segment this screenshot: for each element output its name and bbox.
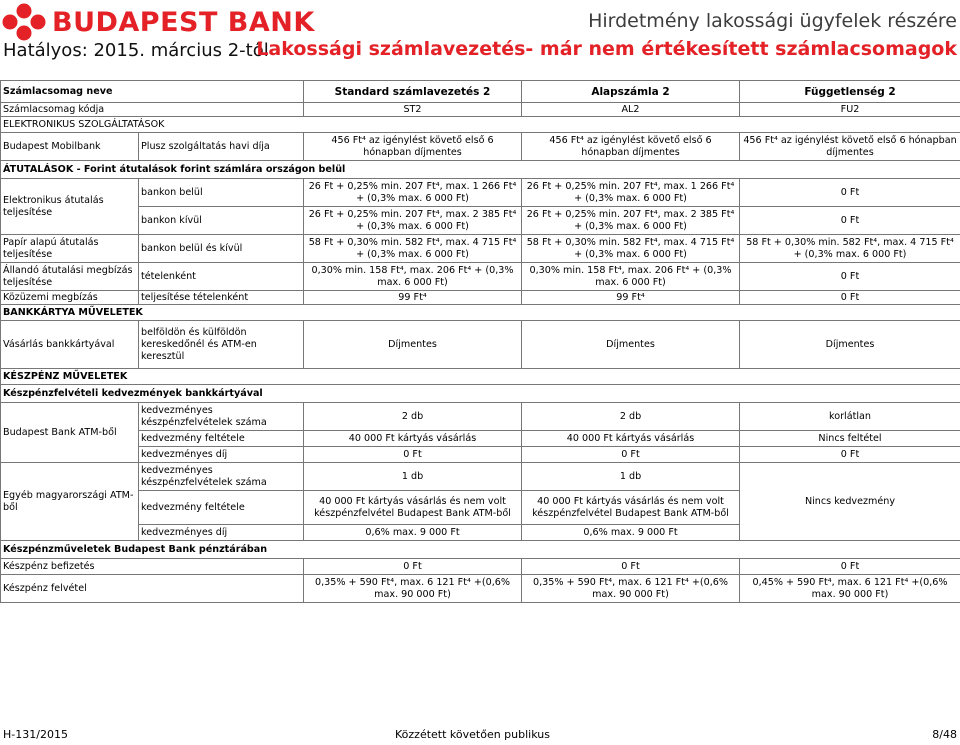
- package-code: FU2: [740, 103, 960, 117]
- fee-cell: 0 Ft: [740, 559, 960, 575]
- table-row: [1, 81, 960, 103]
- fee-cell: 2 db: [304, 403, 522, 431]
- table-row: [1, 235, 960, 263]
- fee-cell: 456 Ft⁴ az igénylést követő első 6 hónapban díjmentes: [304, 133, 522, 161]
- row-label: Vásárlás bankkártyával: [1, 321, 139, 369]
- row-sublabel: bankon kívül: [139, 207, 304, 235]
- table-row: [1, 207, 960, 235]
- row-label: Elektronikus átutalás teljesítése: [1, 179, 139, 235]
- row-label: Budapest Bank ATM-ből: [1, 403, 139, 463]
- fee-cell: 0 Ft: [740, 291, 960, 305]
- fee-cell: 2 db: [522, 403, 740, 431]
- row-sublabel: kedvezményes díj: [139, 447, 304, 463]
- fee-cell: 0 Ft: [740, 447, 960, 463]
- fee-cell: 58 Ft + 0,30% min. 582 Ft⁴, max. 4 715 Ft⁴ + (0,3% max. 6 000 Ft): [740, 235, 960, 263]
- fee-cell: 40 000 Ft kártyás vásárlás és nem volt készpénzfelvétel Budapest Bank ATM-ből: [304, 491, 522, 525]
- section-title: Készpénzfelvételi kedvezmények bankkártyával: [1, 385, 960, 403]
- fee-cell: 0 Ft: [740, 179, 960, 207]
- section-title: BANKKÁRTYA MŰVELETEK: [1, 305, 960, 321]
- fee-cell: 0,45% + 590 Ft⁴, max. 6 121 Ft⁴ +(0,6% max. 90 000 Ft): [740, 575, 960, 603]
- page-subtitle: Lakossági számlavezetés- már nem értékesített számlacsomagok: [256, 38, 957, 60]
- row-label: Közüzemi megbízás: [1, 291, 139, 305]
- section-title: ÁTUTALÁSOK - Forint átutalások forint számlára országon belül: [1, 161, 960, 179]
- table-row: [1, 369, 960, 385]
- row-sublabel: teljesítése tételenként: [139, 291, 304, 305]
- table-row: [1, 541, 960, 559]
- fee-cell: Díjmentes: [522, 321, 740, 369]
- fee-cell: 1 db: [522, 463, 740, 491]
- fee-cell: 99 Ft⁴: [522, 291, 740, 305]
- row-label: Készpénz felvétel: [1, 575, 304, 603]
- publicity-note: Közzétett követően publikus: [395, 728, 550, 741]
- fee-cell: 99 Ft⁴: [304, 291, 522, 305]
- row-label: Egyéb magyarországi ATM-ből: [1, 463, 139, 541]
- fee-cell: 0,6% max. 9 000 Ft: [304, 525, 522, 541]
- table-row: [1, 385, 960, 403]
- fee-cell: 0 Ft: [522, 559, 740, 575]
- fee-cell: 0 Ft: [304, 559, 522, 575]
- table-row: [1, 117, 960, 133]
- row-sublabel: bankon belül és kívül: [139, 235, 304, 263]
- package-code-label: Számlacsomag kódja: [1, 103, 304, 117]
- fee-cell: 26 Ft + 0,25% min. 207 Ft⁴, max. 1 266 Ft⁴ + (0,3% max. 6 000 Ft): [522, 179, 740, 207]
- row-label: Készpénz befizetés: [1, 559, 304, 575]
- table-row: [1, 179, 960, 207]
- row-sublabel: Plusz szolgáltatás havi díja: [139, 133, 304, 161]
- table-row: [1, 305, 960, 321]
- page-number: 8/48: [932, 728, 957, 741]
- table-row: [1, 447, 960, 463]
- fee-cell: 0,6% max. 9 000 Ft: [522, 525, 740, 541]
- fee-cell: 0,35% + 590 Ft⁴, max. 6 121 Ft⁴ +(0,6% max. 90 000 Ft): [304, 575, 522, 603]
- fee-cell: Díjmentes: [740, 321, 960, 369]
- table-row: [1, 403, 960, 431]
- fee-cell: 40 000 Ft kártyás vásárlás: [522, 431, 740, 447]
- fee-cell: 1 db: [304, 463, 522, 491]
- row-sublabel: kedvezményes készpénzfelvételek száma: [139, 463, 304, 491]
- section-title: Készpénzműveletek Budapest Bank pénztárában: [1, 541, 960, 559]
- fee-table: [0, 80, 960, 603]
- fee-cell: 456 Ft⁴ az igénylést követő első 6 hónapban díjmentes: [522, 133, 740, 161]
- package-code: ST2: [304, 103, 522, 117]
- fee-cell: 40 000 Ft kártyás vásárlás és nem volt készpénzfelvétel Budapest Bank ATM-ből: [522, 491, 740, 525]
- table-row: [1, 431, 960, 447]
- row-sublabel: kedvezmény feltétele: [139, 491, 304, 525]
- fee-cell: 26 Ft + 0,25% min. 207 Ft⁴, max. 1 266 Ft⁴ + (0,3% max. 6 000 Ft): [304, 179, 522, 207]
- table-row: [1, 463, 960, 491]
- table-row: [1, 263, 960, 291]
- column-header: Függetlenség 2: [740, 81, 960, 103]
- row-label: Papír alapú átutalás teljesítése: [1, 235, 139, 263]
- brand-name: BUDAPEST BANK: [52, 6, 315, 38]
- logo: [2, 2, 315, 42]
- table-row: [1, 161, 960, 179]
- table-row: [1, 103, 960, 117]
- row-sublabel: kedvezményes készpénzfelvételek száma: [139, 403, 304, 431]
- table-row: [1, 133, 960, 161]
- fee-cell: 0 Ft: [304, 447, 522, 463]
- row-label: Állandó átutalási megbízás teljesítése: [1, 263, 139, 291]
- section-title: ELEKTRONIKUS SZOLGÁLTATÁSOK: [1, 117, 960, 133]
- package-code: AL2: [522, 103, 740, 117]
- fee-cell: korlátlan: [740, 403, 960, 431]
- table-row: [1, 291, 960, 305]
- document-id: H-131/2015: [3, 728, 68, 741]
- fee-cell: 0 Ft: [740, 207, 960, 235]
- header: [0, 0, 960, 70]
- fee-cell: Nincs feltétel: [740, 431, 960, 447]
- valid-from: Hatályos: 2015. március 2-től: [3, 40, 269, 61]
- package-name-header: Számlacsomag neve: [1, 81, 304, 103]
- fee-cell: 0,30% min. 158 Ft⁴, max. 206 Ft⁴ + (0,3% max. 6 000 Ft): [304, 263, 522, 291]
- bank-logo-icon: [2, 3, 46, 41]
- table-row: [1, 559, 960, 575]
- section-title: KÉSZPÉNZ MŰVELETEK: [1, 369, 960, 385]
- fee-cell: 0,30% min. 158 Ft⁴, max. 206 Ft⁴ + (0,3% max. 6 000 Ft): [522, 263, 740, 291]
- page-title: Hirdetmény lakossági ügyfelek részére: [588, 10, 957, 32]
- column-header: Standard számlavezetés 2: [304, 81, 522, 103]
- row-sublabel: kedvezmény feltétele: [139, 431, 304, 447]
- row-label: Budapest Mobilbank: [1, 133, 139, 161]
- fee-cell: 456 Ft⁴ az igénylést követő első 6 hónapban díjmentes: [740, 133, 960, 161]
- fee-cell: Díjmentes: [304, 321, 522, 369]
- fee-cell: 26 Ft + 0,25% min. 207 Ft⁴, max. 2 385 Ft⁴ + (0,3% max. 6 000 Ft): [522, 207, 740, 235]
- footer: [0, 728, 960, 744]
- fee-cell: Nincs kedvezmény: [740, 463, 960, 541]
- row-sublabel: kedvezményes díj: [139, 525, 304, 541]
- row-sublabel: tételenként: [139, 263, 304, 291]
- row-sublabel: belföldön és külföldön kereskedőnél és ATM-en keresztül: [139, 321, 304, 369]
- fee-cell: 0 Ft: [740, 263, 960, 291]
- row-sublabel: bankon belül: [139, 179, 304, 207]
- fee-cell: 40 000 Ft kártyás vásárlás: [304, 431, 522, 447]
- table-row: [1, 575, 960, 603]
- table-row: [1, 321, 960, 369]
- fee-cell: 58 Ft + 0,30% min. 582 Ft⁴, max. 4 715 Ft⁴ + (0,3% max. 6 000 Ft): [304, 235, 522, 263]
- fee-cell: 26 Ft + 0,25% min. 207 Ft⁴, max. 2 385 Ft⁴ + (0,3% max. 6 000 Ft): [304, 207, 522, 235]
- fee-cell: 58 Ft + 0,30% min. 582 Ft⁴, max. 4 715 Ft⁴ + (0,3% max. 6 000 Ft): [522, 235, 740, 263]
- column-header: Alapszámla 2: [522, 81, 740, 103]
- fee-cell: 0 Ft: [522, 447, 740, 463]
- fee-cell: 0,35% + 590 Ft⁴, max. 6 121 Ft⁴ +(0,6% max. 90 000 Ft): [522, 575, 740, 603]
